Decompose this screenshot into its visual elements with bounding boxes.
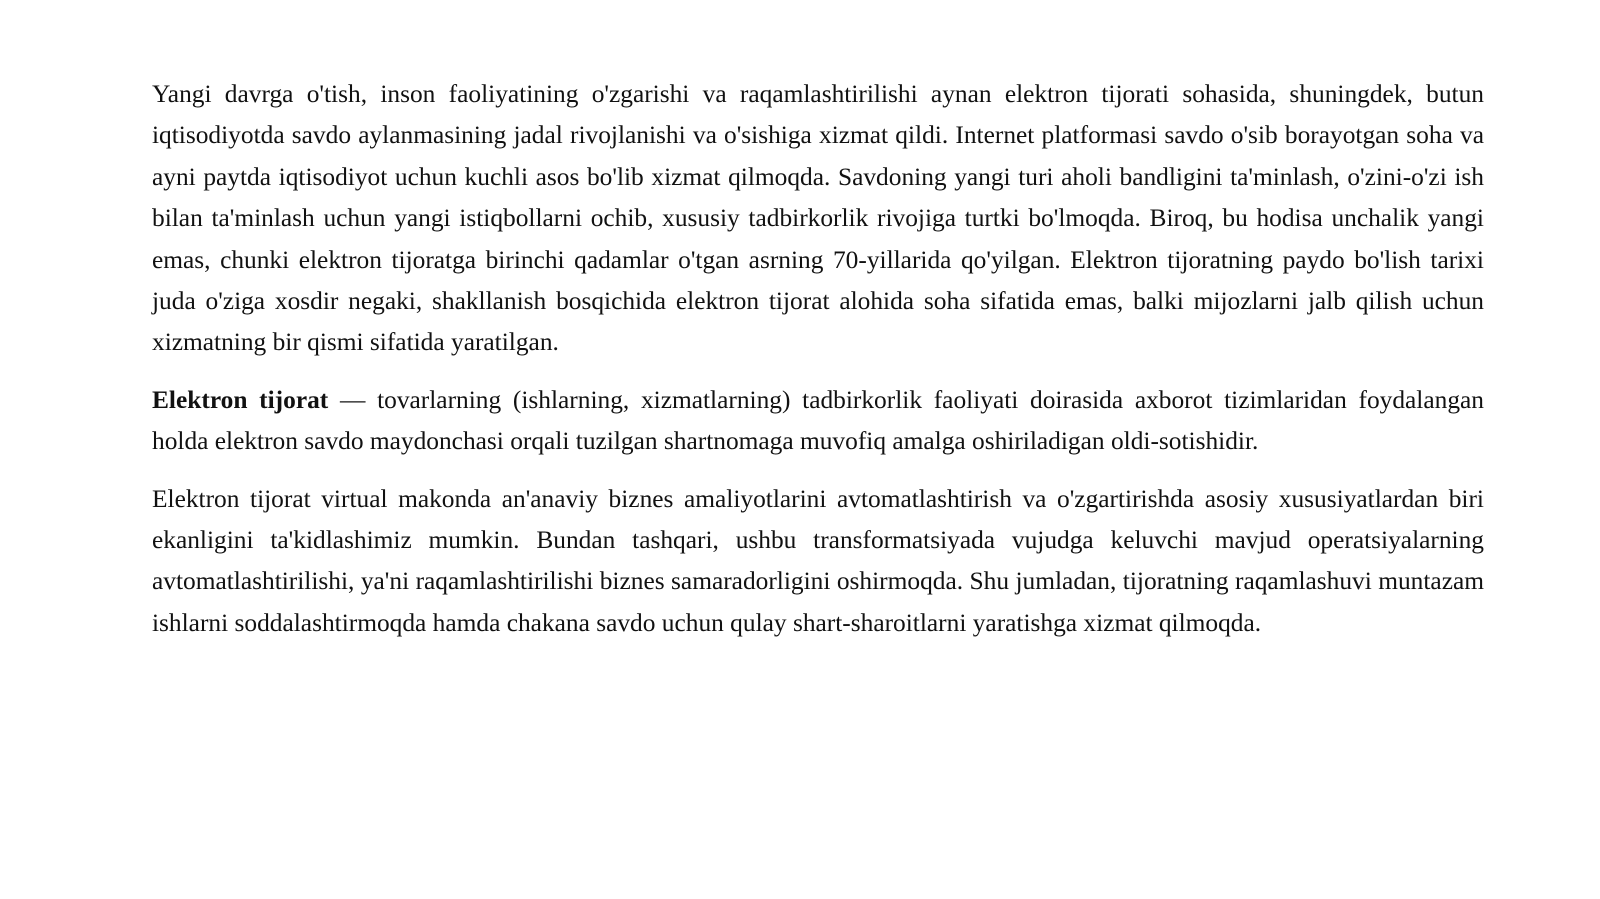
document-body [152, 74, 1484, 660]
paragraph-intro [152, 74, 1484, 364]
paragraph-conclusion-text: Elektron tijorat virtual makonda an'anaviy biznes amaliyotlarini avtomatlashtirish va o'zgartirishda asosiy xususiyatlardan biri ekanligini ta'kidlashimiz mumkin. Bundan tashqari, ushbu transformatsiyada vujudga keluvchi mavjud operatsiyalarning avtomatlashtirilishi, ya'ni raqamlashtirilishi biznes samaradorligini oshirmoqda. Shu jumladan, tijoratning raqamlashuvi muntazam ishlarni soddalashtirmoqda hamda chakana savdo uchun qulay shart-sharoitlarni yaratishga xizmat qilmoqda. [152, 484, 1484, 637]
paragraph-intro-text: Yangi davrga o'tish, inson faoliyatining o'zgarishi va raqamlashtirilishi aynan elektron tijorati sohasida, shuningdek, butun iqtisodiyotda savdo aylanmasining jadal rivojlanishi va o'sishiga xizmat qildi. Internet platformasi savdo o'sib borayotgan soha va ayni paytda iqtisodiyot uchun kuchli asos bo'lib xizmat qilmoqda. Savdoning yangi turi aholi bandligini ta'minlash, o'zini-o'zi ish bilan ta'minlash uchun yangi istiqbollarni ochib, xususiy tadbirkorlik rivojiga turtki bo'lmoqda. Biroq, bu hodisa unchalik yangi emas, chunki elektron tijoratga birinchi qadamlar o'tgan asrning 70-yillarida qo'yilgan. Elektron tijoratning paydo bo'lish tarixi juda o'ziga xosdir negaki, shakllanish bosqichida elektron tijorat alohida soha sifatida emas, balki mijozlarni jalb qilish uchun xizmatning bir qismi sifatida yaratilgan. [152, 80, 1484, 357]
paragraph-conclusion [152, 479, 1484, 645]
definition-text: — tovarlarning (ishlarning, xizmatlarning) tadbirkorlik faoliyati doirasida axborot tizimlaridan foydalangan holda elektron savdo maydonchasi orqali tuzilgan shartnomaga muvofiq amalga oshiriladigan oldi-sotishidir. [152, 385, 1484, 456]
definition-term: Elektron tijorat [152, 385, 329, 414]
paragraph-definition [152, 380, 1484, 463]
